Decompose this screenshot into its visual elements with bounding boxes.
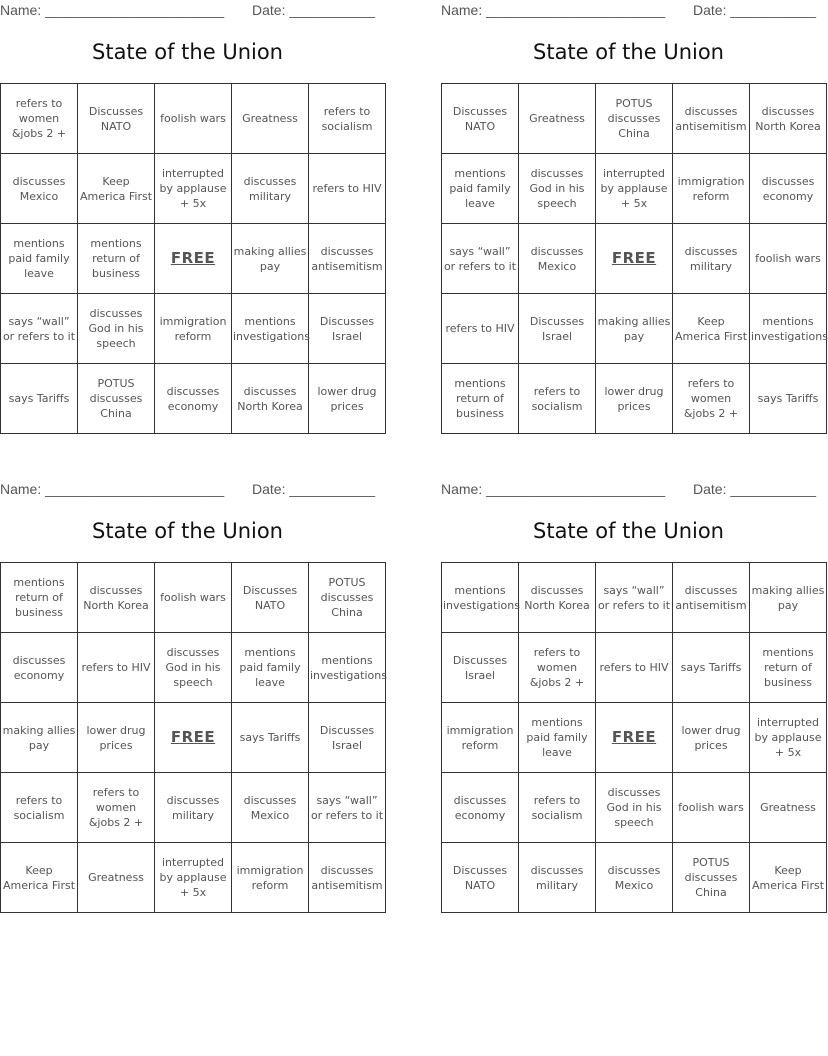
bingo-card [0, 479, 387, 899]
bingo-cell: discusses military [673, 224, 750, 294]
name-field-label: Name: _______________________ [0, 2, 225, 18]
free-space: FREE [155, 703, 232, 773]
name-field-label: Name: _______________________ [0, 481, 225, 497]
bingo-cell: discusses Mexico [596, 843, 673, 913]
bingo-cell: discusses economy [442, 773, 519, 843]
bingo-cell: Keep America First [750, 843, 827, 913]
bingo-row [1, 843, 386, 913]
bingo-cell: Keep America First [78, 154, 155, 224]
bingo-cell: refers to socialism [519, 773, 596, 843]
bingo-row [1, 703, 386, 773]
bingo-cell: refers to HIV [596, 633, 673, 703]
bingo-cell: foolish wars [155, 563, 232, 633]
bingo-grid [0, 83, 386, 434]
name-field-label: Name: _______________________ [441, 481, 666, 497]
bingo-cell: says “wall” or refers to it [596, 563, 673, 633]
bingo-cell: refers to women &jobs 2 + [1, 84, 78, 154]
bingo-cell: interrupted by applause + 5x [596, 154, 673, 224]
card-title: State of the Union [533, 519, 724, 543]
bingo-cell: making allies pay [750, 563, 827, 633]
bingo-row [1, 364, 386, 434]
bingo-cell: refers to HIV [78, 633, 155, 703]
bingo-cell: discusses economy [155, 364, 232, 434]
bingo-cell: Discusses Israel [309, 294, 386, 364]
name-date-line [441, 0, 816, 22]
bingo-cell: Discusses NATO [442, 843, 519, 913]
name-field-label: Name: _______________________ [441, 2, 666, 18]
bingo-cell: Greatness [232, 84, 309, 154]
bingo-cell: Discusses Israel [519, 294, 596, 364]
bingo-cell: refers to women &jobs 2 + [673, 364, 750, 434]
bingo-row [442, 633, 827, 703]
free-space: FREE [596, 224, 673, 294]
bingo-cell: says Tariffs [750, 364, 827, 434]
bingo-cell: lower drug prices [309, 364, 386, 434]
bingo-card [0, 0, 383, 420]
bingo-cell: mentions return of business [1, 563, 78, 633]
bingo-cell: mentions paid family leave [232, 633, 309, 703]
bingo-cell: discusses military [155, 773, 232, 843]
bingo-cell: mentions investigations [750, 294, 827, 364]
bingo-cell: discusses economy [750, 154, 827, 224]
bingo-cell: discusses economy [1, 633, 78, 703]
bingo-cell: mentions return of business [750, 633, 827, 703]
bingo-cell: says Tariffs [1, 364, 78, 434]
bingo-cell: mentions investigations [442, 563, 519, 633]
bingo-row [1, 294, 386, 364]
bingo-cell: making allies pay [596, 294, 673, 364]
bingo-row [1, 773, 386, 843]
bingo-cell: discusses antisemitism [309, 843, 386, 913]
bingo-cell: Discusses NATO [442, 84, 519, 154]
card-title: State of the Union [533, 40, 724, 64]
bingo-cell: mentions investigations [309, 633, 386, 703]
name-date-line [0, 0, 375, 22]
bingo-cell: discusses military [232, 154, 309, 224]
bingo-cell: Discusses NATO [78, 84, 155, 154]
bingo-cell: discusses North Korea [519, 563, 596, 633]
free-space: FREE [596, 703, 673, 773]
bingo-cell: says “wall” or refers to it [1, 294, 78, 364]
bingo-row [442, 224, 827, 294]
bingo-cell: mentions return of business [78, 224, 155, 294]
bingo-cell: mentions paid family leave [519, 703, 596, 773]
bingo-cell: refers to HIV [309, 154, 386, 224]
bingo-row [442, 84, 827, 154]
bingo-cell: lower drug prices [673, 703, 750, 773]
date-field-label: Date: ___________ [693, 481, 816, 497]
date-field-label: Date: ___________ [693, 2, 816, 18]
bingo-cell: Greatness [519, 84, 596, 154]
bingo-cell: refers to socialism [519, 364, 596, 434]
bingo-cell: making allies pay [232, 224, 309, 294]
date-field-label: Date: ___________ [252, 2, 375, 18]
bingo-cell: refers to socialism [309, 84, 386, 154]
bingo-cell: says Tariffs [232, 703, 309, 773]
bingo-cell: immigration reform [673, 154, 750, 224]
bingo-cell: POTUS discusses China [596, 84, 673, 154]
bingo-cell: says “wall” or refers to it [309, 773, 386, 843]
bingo-row [442, 154, 827, 224]
bingo-cell: discusses antisemitism [309, 224, 386, 294]
bingo-row [442, 294, 827, 364]
date-field-label: Date: ___________ [252, 481, 375, 497]
bingo-cell: lower drug prices [596, 364, 673, 434]
bingo-row [1, 563, 386, 633]
bingo-cell: immigration reform [442, 703, 519, 773]
bingo-grid [0, 562, 386, 913]
name-date-line [441, 479, 816, 501]
bingo-cell: foolish wars [750, 224, 827, 294]
bingo-cell: immigration reform [155, 294, 232, 364]
bingo-row [1, 84, 386, 154]
bingo-cell: POTUS discusses China [309, 563, 386, 633]
bingo-cell: mentions return of business [442, 364, 519, 434]
card-title: State of the Union [92, 519, 283, 543]
bingo-cell: immigration reform [232, 843, 309, 913]
bingo-cell: Keep America First [1, 843, 78, 913]
bingo-cell: POTUS discusses China [78, 364, 155, 434]
bingo-cell: discusses God in his speech [78, 294, 155, 364]
bingo-cell: Keep America First [673, 294, 750, 364]
bingo-cell: discusses Mexico [232, 773, 309, 843]
bingo-cell: refers to socialism [1, 773, 78, 843]
bingo-cell: discusses North Korea [78, 563, 155, 633]
bingo-cell: discusses Mexico [1, 154, 78, 224]
bingo-cell: refers to women &jobs 2 + [519, 633, 596, 703]
bingo-cell: interrupted by applause + 5x [155, 154, 232, 224]
bingo-cell: discusses North Korea [750, 84, 827, 154]
bingo-row [1, 154, 386, 224]
bingo-grid [441, 83, 827, 434]
bingo-cell: discusses military [519, 843, 596, 913]
card-title: State of the Union [92, 40, 283, 64]
bingo-cell: discusses North Korea [232, 364, 309, 434]
bingo-cell: Discusses Israel [442, 633, 519, 703]
bingo-cell: refers to women &jobs 2 + [78, 773, 155, 843]
bingo-cell: refers to HIV [442, 294, 519, 364]
free-space: FREE [155, 224, 232, 294]
bingo-row [442, 703, 827, 773]
bingo-cell: discusses God in his speech [155, 633, 232, 703]
bingo-cell: interrupted by applause + 5x [750, 703, 827, 773]
bingo-cell: Discusses Israel [309, 703, 386, 773]
bingo-cell: Greatness [750, 773, 827, 843]
bingo-cell: interrupted by applause + 5x [155, 843, 232, 913]
bingo-cell: mentions paid family leave [1, 224, 78, 294]
bingo-cell: mentions investigations [232, 294, 309, 364]
bingo-cell: lower drug prices [78, 703, 155, 773]
bingo-row [442, 773, 827, 843]
bingo-cell: Greatness [78, 843, 155, 913]
bingo-cell: discusses antisemitism [673, 84, 750, 154]
bingo-row [1, 224, 386, 294]
bingo-cell: says “wall” or refers to it [442, 224, 519, 294]
bingo-card [441, 479, 825, 899]
bingo-grid [441, 562, 827, 913]
bingo-cell: discusses antisemitism [673, 563, 750, 633]
bingo-cell: POTUS discusses China [673, 843, 750, 913]
bingo-cell: foolish wars [673, 773, 750, 843]
bingo-row [442, 843, 827, 913]
bingo-row [1, 633, 386, 703]
bingo-card [441, 0, 828, 420]
bingo-row [442, 364, 827, 434]
bingo-cell: discusses God in his speech [519, 154, 596, 224]
bingo-cell: discusses God in his speech [596, 773, 673, 843]
bingo-cell: Discusses NATO [232, 563, 309, 633]
bingo-cell: making allies pay [1, 703, 78, 773]
bingo-cell: says Tariffs [673, 633, 750, 703]
name-date-line [0, 479, 375, 501]
bingo-cell: foolish wars [155, 84, 232, 154]
bingo-cell: mentions paid family leave [442, 154, 519, 224]
bingo-row [442, 563, 827, 633]
bingo-cell: discusses Mexico [519, 224, 596, 294]
